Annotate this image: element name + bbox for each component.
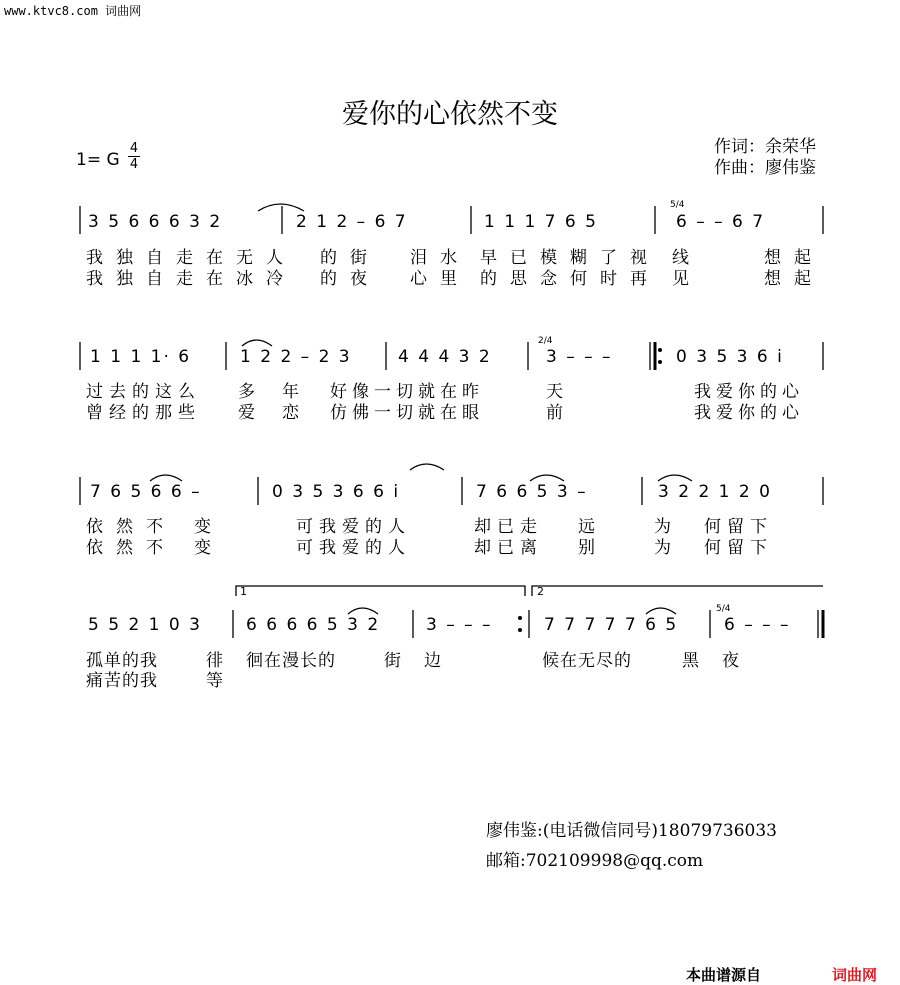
- grace-mark-3: 5/4: [716, 604, 731, 614]
- contact-phone: 廖伟鉴:(电话微信同号)18079736033: [486, 821, 777, 841]
- lyric-line2-v2-f: 我爱你的心: [694, 403, 804, 423]
- lyric-line1-v2-b: 的夜: [320, 269, 380, 289]
- lyric-line4-v1-d: 街: [384, 651, 401, 671]
- lyric-line3-v1-b: 变: [194, 517, 211, 537]
- lyric-line4-v1-f: 候在无尽的: [542, 651, 632, 671]
- notes-line3-bar2: 0 3 5 3 6 6 i: [272, 482, 401, 502]
- lyric-line3-v1-f: 为: [654, 517, 671, 537]
- time-sig-bottom: 4: [129, 157, 139, 172]
- lyric-line3-v2-f: 为: [654, 538, 671, 558]
- lyric-line2-v2-b: 爱: [238, 403, 255, 423]
- notes-line4-bar2: 6 6 6 6 5 3 2: [246, 615, 381, 635]
- lyric-line2-v1-a: 过去的这么: [86, 382, 201, 402]
- lyric-line3-v1-d: 却已走: [474, 517, 543, 537]
- composer-credit: 作曲：廖伟鉴: [714, 158, 816, 178]
- lyric-line4-v2-b: 等: [206, 671, 223, 691]
- lyric-line2-v1-c: 年: [282, 382, 299, 402]
- lyric-line3-v2-e: 别: [578, 538, 595, 558]
- lyric-line4-v1-g: 黑: [682, 651, 699, 671]
- lyric-line2-v1-d: 好像一切就在昨: [330, 382, 484, 402]
- lyric-line1-v2-a: 我独自走在冰冷: [86, 269, 296, 289]
- lyric-line1-v1-b: 的街: [320, 248, 380, 268]
- lyric-line4-v1-b: 徘: [206, 651, 223, 671]
- footer-site-link[interactable]: 词曲网: [832, 966, 878, 984]
- volta-1: 1: [240, 585, 247, 598]
- song-title: 爱你的心依然不变: [342, 99, 558, 130]
- notes-line2-bar1: 1 1 1 1· 6: [90, 347, 192, 367]
- lyric-line1-v1-f: 想起: [764, 248, 824, 268]
- lyric-line3-v1-e: 远: [578, 517, 595, 537]
- lyric-line2-v2-d: 仿佛一切就在眼: [330, 403, 484, 423]
- notes-line2-bar3: 4 4 4 3 2: [398, 347, 492, 367]
- lyric-line1-v2-c: 心里: [410, 269, 470, 289]
- lyric-line3-v2-d: 却已离: [474, 538, 543, 558]
- notes-line1-bar1: 3 5 6 6 6 3 2: [88, 212, 223, 232]
- lyric-line2-v2-a: 曾经的那些: [86, 403, 201, 423]
- lyric-line3-v1-g: 何留下: [704, 517, 773, 537]
- notes-line3-bar3: 7 6 6 5 3 –: [476, 482, 588, 502]
- key-signature: 1= G: [76, 150, 120, 170]
- lyric-line3-v2-c: 可我爱的人: [296, 538, 411, 558]
- volta-2: 2: [537, 585, 544, 598]
- notes-line3-bar4: 3 2 2 1 2 0: [658, 482, 772, 502]
- lyric-line1-v1-e: 线: [672, 248, 689, 268]
- notes-line4-bar3: 3 – – –: [426, 615, 493, 635]
- lyric-line2-v2-e: 前: [546, 403, 563, 423]
- contact-email: 邮箱:702109998@qq.com: [486, 851, 704, 871]
- lyric-line2-v2-c: 恋: [282, 403, 299, 423]
- grace-mark-1: 5/4: [670, 200, 685, 210]
- lyric-line4-v1-c: 徊在漫长的: [246, 651, 336, 671]
- lyric-line4-v2-a: 痛苦的我: [86, 671, 158, 691]
- lyric-line4-v1-e: 边: [424, 651, 441, 671]
- lyric-line3-v1-c: 可我爱的人: [296, 517, 411, 537]
- notes-line1-bar3: 1 1 1 7 6 5: [484, 212, 598, 232]
- grace-mark-2: 2/4: [538, 336, 553, 346]
- footer-source: 本曲谱源自: [686, 966, 762, 984]
- notes-line1-bar2: 2 1 2 – 6 7: [296, 212, 408, 232]
- lyricist-credit: 作词：余荣华: [714, 137, 816, 157]
- lyric-line3-v2-g: 何留下: [704, 538, 773, 558]
- lyric-line1-v1-d: 早已模糊了视: [480, 248, 660, 268]
- notes-line2-bar4: 3 – – –: [546, 347, 613, 367]
- lyric-line2-v1-e: 天: [546, 382, 563, 402]
- notes-line4-bar1: 5 5 2 1 0 3: [88, 615, 202, 635]
- lyric-line1-v2-f: 想起: [764, 269, 824, 289]
- lyric-line3-v2-b: 变: [194, 538, 211, 558]
- lyric-line2-v1-f: 我爱你的心: [694, 382, 804, 402]
- notes-line4-bar4: 7 7 7 7 7 6 5: [544, 615, 679, 635]
- lyric-line1-v2-e: 见: [672, 269, 689, 289]
- notes-line3-bar1: 7 6 5 6 6 –: [90, 482, 202, 502]
- lyric-line3-v1-a: 依然不: [86, 517, 176, 537]
- lyric-line4-v1-h: 夜: [722, 651, 739, 671]
- time-sig-top: 4: [129, 141, 139, 156]
- notes-line2-bar2: 1 2 2 – 2 3: [240, 347, 352, 367]
- site-url: www.ktvc8.com 词曲网: [4, 4, 142, 18]
- lyric-line2-v1-b: 多: [238, 382, 255, 402]
- notes-line1-bar4: 6 – – 6 7: [676, 212, 766, 232]
- notes-line4-bar5: 6 – – –: [724, 615, 791, 635]
- lyric-line3-v2-a: 依然不: [86, 538, 176, 558]
- lyric-line1-v1-a: 我独自走在无人: [86, 248, 296, 268]
- lyric-line1-v2-d: 的思念何时再: [480, 269, 660, 289]
- lyric-line1-v1-c: 泪水: [410, 248, 470, 268]
- lyric-line4-v1-a: 孤单的我: [86, 651, 158, 671]
- notes-line2-bar5: 0 3 5 3 6 i: [676, 347, 784, 367]
